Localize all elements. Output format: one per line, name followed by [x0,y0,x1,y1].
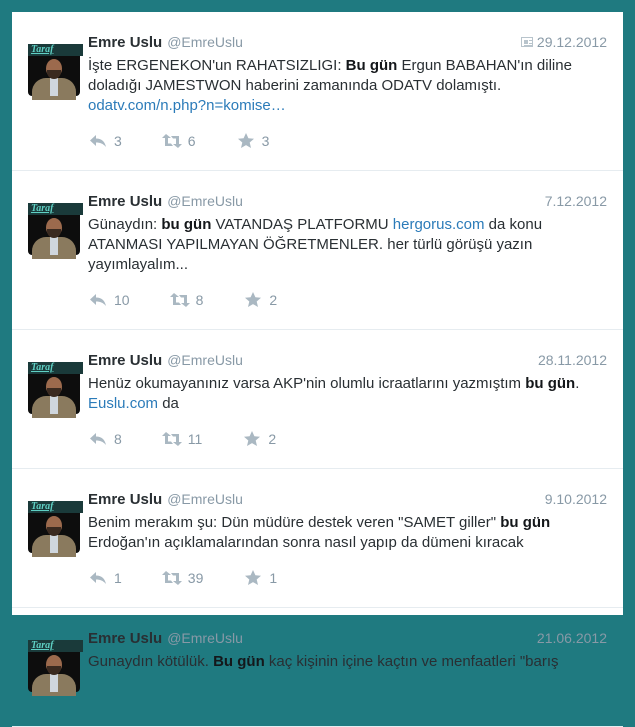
text-fragment: da [158,395,179,412]
author-handle[interactable]: @EmreUslu [167,34,243,50]
star-icon [242,431,262,447]
reply-button[interactable] [88,133,122,149]
text-fragment: Henüz okumayanınız varsa AKP'nin olumlu icraatlarını yazmıştım [88,375,526,392]
date-label: 28.11.2012 [537,352,607,368]
tweet-text [88,374,607,414]
tweet-text [88,513,607,553]
favorite-count: 2 [268,431,277,447]
reply-button[interactable] [88,292,130,308]
favorite-button[interactable] [242,431,276,447]
favorite-button[interactable] [243,292,277,308]
tweet-date[interactable] [538,352,607,368]
star-icon [236,133,256,149]
tweet-header [88,491,607,511]
date-label: 9.10.2012 [544,491,607,507]
tweet-actions [88,565,607,607]
favorite-count: 1 [269,570,278,586]
reply-icon [88,570,108,586]
taraf-logo: Taraf [28,640,83,652]
retweet-count: 6 [187,133,196,149]
reply-icon [88,133,108,149]
retweet-count: 11 [187,431,203,447]
author-handle[interactable]: @EmreUslu [167,491,243,507]
author-name[interactable]: Emre Uslu [88,193,163,210]
tweet-header [88,352,607,372]
tweet-date[interactable] [545,491,607,507]
highlighted-term: bu gün [525,375,576,392]
tweet-text [88,652,607,672]
screenshot-frame [6,6,629,670]
avatar[interactable] [28,640,80,692]
tweet[interactable] [12,608,623,727]
retweet-count: 39 [187,570,204,586]
author-name[interactable]: Emre Uslu [88,34,163,51]
text-fragment: . [575,375,580,392]
taraf-logo: Taraf [28,501,83,513]
text-fragment: Gunaydın kötülük. [88,653,214,670]
tweet-actions [88,426,607,468]
date-label: 29.12.2012 [536,34,607,50]
date-label: 21.06.2012 [536,630,607,646]
tweet-text [88,215,607,275]
highlighted-term: bu gün [500,514,551,531]
text-fragment: Benim merakım şu: Dün müdüre destek veren "SAMET giller" [88,514,501,531]
text-fragment: kaç kişinin içine kaçtın ve menfaatleri "barış [264,653,559,670]
retweet-icon [162,431,182,447]
text-fragment: Ergun BABAHAN'ın diline doladığı JAMESTWON haberini zamanında ODATV dolamıştı. [88,57,572,94]
text-fragment: VATANDAŞ PLATFORMU [211,216,393,233]
star-icon [243,570,263,586]
retweet-button[interactable] [162,570,204,586]
retweet-button[interactable] [162,431,203,447]
author-handle[interactable]: @EmreUslu [167,630,243,646]
tweet-date[interactable] [521,34,607,50]
reply-count: 10 [114,292,130,308]
tweet-actions [88,128,607,170]
reply-count: 1 [114,570,122,586]
avatar[interactable] [28,362,80,414]
avatar[interactable] [28,203,80,255]
star-icon [243,292,263,308]
reply-button[interactable] [88,570,122,586]
tweet-link[interactable]: Euslu.com [88,395,159,412]
text-fragment: İşte ERGENEKON'un RAHATSIZLIGI: [88,57,346,74]
avatar[interactable] [28,44,80,96]
tweet-link[interactable]: hergorus.com [392,216,485,233]
taraf-logo: Taraf [28,362,83,374]
text-fragment: da konu ATANMASI YAPILMAYAN ÖĞRETMENLER. her türlü görüşü yazın yayımlayalım... [88,216,543,273]
tweet[interactable] [12,12,623,171]
reply-count: 8 [114,431,122,447]
tweet-link[interactable]: odatv.com/n.php?n=komise… [88,97,286,114]
tweet-header [88,34,607,54]
retweet-icon [162,133,182,149]
tweet[interactable] [12,330,623,469]
tweet-date[interactable] [537,630,607,646]
text-fragment: Günaydın: [88,216,162,233]
reply-icon [88,431,108,447]
favorite-button[interactable] [236,133,270,149]
date-label: 7.12.2012 [544,193,607,209]
highlighted-term: bu gün [161,216,212,233]
author-handle[interactable]: @EmreUslu [167,352,243,368]
favorite-count: 2 [269,292,278,308]
retweet-icon [162,570,182,586]
author-name[interactable]: Emre Uslu [88,491,163,508]
tweet-date[interactable] [545,193,607,209]
author-name[interactable]: Emre Uslu [88,352,163,369]
text-fragment: Erdoğan'ın açıklamalarından sonra nasıl yapıp da dümeni kıracak [88,534,524,551]
taraf-logo: Taraf [28,44,83,56]
tweet-header [88,193,607,213]
news-icon [521,37,533,47]
retweet-count: 8 [195,292,204,308]
favorite-button[interactable] [243,570,277,586]
tweet-header [88,630,607,650]
tweet[interactable] [12,171,623,330]
avatar[interactable] [28,501,80,553]
tweet-text [88,56,607,116]
reply-count: 3 [114,133,122,149]
taraf-logo: Taraf [28,203,83,215]
favorite-count: 3 [261,133,270,149]
highlighted-term: Bu gün [213,653,265,670]
reply-icon [88,292,108,308]
author-name[interactable]: Emre Uslu [88,630,163,647]
highlighted-term: Bu gün [345,57,398,74]
retweet-button[interactable] [162,133,196,149]
tweet-actions [88,287,607,329]
retweet-button[interactable] [170,292,204,308]
reply-button[interactable] [88,431,122,447]
retweet-icon [170,292,190,308]
author-handle[interactable]: @EmreUslu [167,193,243,209]
tweet[interactable] [12,469,623,608]
tweet-timeline [12,12,623,670]
